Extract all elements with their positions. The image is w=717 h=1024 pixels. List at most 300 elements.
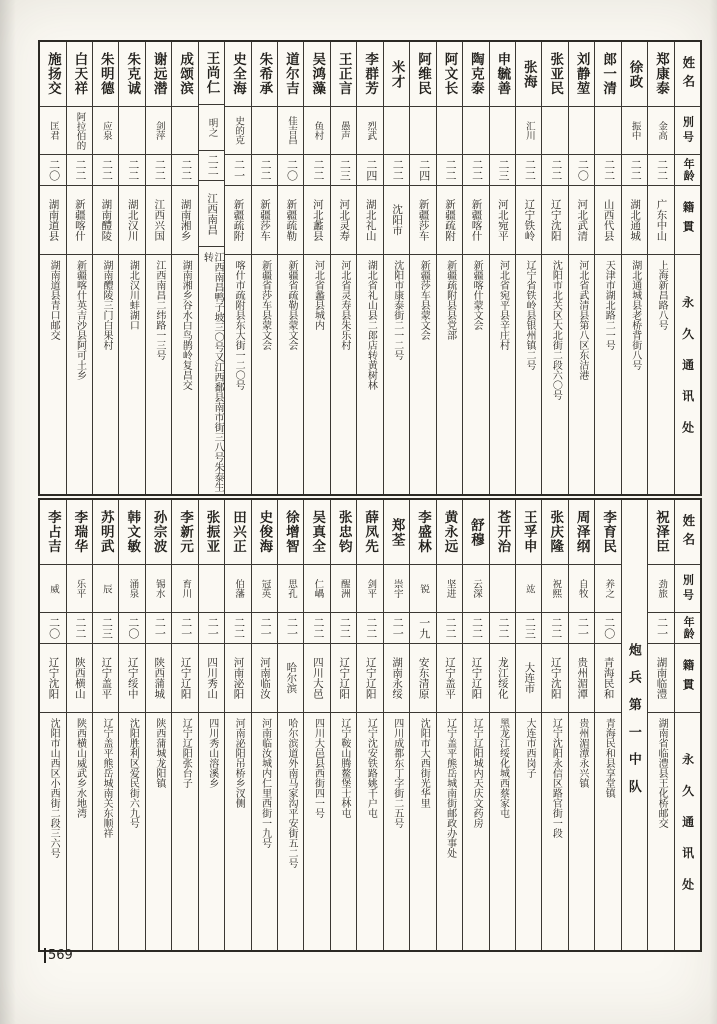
entry-age: 二四	[357, 155, 382, 186]
entry-native: 辽宁辽阳	[463, 644, 488, 713]
entry-address: 沈阳市北关区大北街二段六〇号	[550, 260, 562, 400]
entry-name: 黄永远	[437, 500, 462, 565]
entry-native: 河南泌阳	[225, 644, 250, 713]
roster-entry-column	[251, 500, 277, 950]
entry-name: 王孚申	[516, 500, 541, 565]
entry-address: 江西南昌鸭子坡三〇号又江西鄱县南市街三八号朱泰生转	[201, 252, 223, 493]
entry-age: 二二	[304, 155, 329, 186]
entry-name: 周泽纲	[569, 500, 594, 565]
entry-name: 吴鸿藻	[304, 42, 329, 107]
entry-address: 陕西横山威武乡水地湾	[74, 718, 86, 818]
entry-address: 湖北省礼山县二郎店转黄树林	[365, 260, 377, 390]
entry-alias	[410, 107, 435, 155]
entry-address: 大连市西岗子	[523, 718, 535, 778]
entry-age: 二〇	[119, 613, 144, 644]
entry-native: 湖南道县	[40, 186, 65, 255]
entry-address: 沈阳市山西区小西街二段三六号	[48, 718, 60, 858]
entry-alias	[595, 107, 620, 155]
entry-age: 二〇	[595, 613, 620, 644]
entry-age: 二一	[225, 155, 250, 186]
entry-native: 辽宁沈阳	[40, 644, 65, 713]
entry-age: 二二	[67, 155, 92, 186]
roster-entry-column	[568, 42, 594, 494]
entry-address: 湖北汉川蚌湖口	[127, 260, 139, 330]
entry-age: 二一	[278, 613, 303, 644]
header-column	[674, 42, 700, 494]
entry-age: 二二	[463, 155, 488, 186]
entry-alias	[384, 107, 409, 155]
roster-entry-column	[40, 500, 65, 950]
roster-entry-column	[356, 500, 382, 950]
entry-native: 新疆喀什	[67, 186, 92, 255]
entry-address: 湖南醴陵三门白果村	[100, 260, 112, 350]
entry-native: 辽宁沈阳	[542, 644, 567, 713]
entry-name: 阿文长	[437, 42, 462, 107]
entry-native: 江西兴国	[146, 186, 171, 255]
roster-entry-column	[251, 42, 277, 494]
entry-address: 湖南省临澧县王化桥邮交	[656, 718, 668, 828]
entry-alias	[437, 107, 462, 155]
entry-address: 陕西蒲城龙阳镇	[153, 718, 165, 788]
entry-alias	[490, 565, 515, 613]
entry-alias: 应泉	[93, 107, 118, 155]
entry-alias: 育川	[172, 565, 197, 613]
roster-entry-column	[462, 42, 488, 494]
entry-age: 二一	[146, 613, 171, 644]
entry-native: 辽宁盖平	[437, 644, 462, 713]
roster-entry-column	[541, 42, 567, 494]
entry-native: 四川大邑	[304, 644, 329, 713]
entry-name: 史全海	[225, 42, 250, 107]
entry-age: 二〇	[278, 155, 303, 186]
entry-native: 新疆疏勒	[278, 186, 303, 255]
entry-age: 二二	[384, 155, 409, 186]
entry-native: 安东清原	[410, 644, 435, 713]
entry-address: 河北省灵寿县朱乐村	[338, 260, 350, 350]
roster-entry-column	[330, 500, 356, 950]
entry-native: 湖北通城	[622, 186, 647, 255]
entry-name: 李新元	[172, 500, 197, 565]
entry-native: 大连市	[516, 644, 541, 713]
entry-name: 米才	[384, 42, 409, 107]
entry-address: 辽宁盖平熊岳城南关东顺祥	[100, 718, 112, 838]
entry-age: 二二	[437, 613, 462, 644]
entry-name: 成颂滨	[172, 42, 197, 107]
entry-name: 李占吉	[40, 500, 65, 565]
roster-entry-column	[198, 42, 224, 494]
roster-entry-column	[198, 500, 224, 950]
squadron-divider	[621, 500, 647, 950]
entry-native: 陕西蒲城	[146, 644, 171, 713]
roster-entry-column	[647, 500, 673, 950]
entry-age: 二二	[93, 155, 118, 186]
entry-age: 二二	[622, 155, 647, 186]
entry-alias: 竑	[516, 565, 541, 613]
entry-alias	[490, 107, 515, 155]
entry-alias: 劲旅	[648, 565, 673, 613]
entry-age: 二三	[331, 155, 356, 186]
header-address-label: 永久通讯处	[680, 296, 695, 452]
entry-alias: 威	[40, 565, 65, 613]
entry-age: 二二	[146, 155, 171, 186]
roster-entry-column	[647, 42, 673, 494]
entry-address: 新疆疏附县县党部	[444, 260, 456, 340]
entry-name: 史俊海	[252, 500, 277, 565]
entry-native: 湖北汉川	[119, 186, 144, 255]
roster-entry-column	[541, 500, 567, 950]
entry-address: 新疆省疏勒县蒙文会	[286, 260, 298, 350]
entry-native: 辽宁辽阳	[357, 644, 382, 713]
entry-name: 吴真全	[304, 500, 329, 565]
entry-address: 辽宁沈阳永信区路官街一段	[550, 718, 562, 838]
roster-entry-column	[462, 500, 488, 950]
entry-name: 李瑞华	[67, 500, 92, 565]
entry-alias	[252, 107, 277, 155]
entry-age: 二二	[119, 155, 144, 186]
roster-entry-column	[92, 42, 118, 494]
roster-entry-column	[171, 500, 197, 950]
page-number-mark	[44, 948, 46, 963]
entry-address: 河北省宛平县辛庄村	[497, 260, 509, 350]
roster-entry-column	[40, 42, 65, 494]
entry-address: 江西南昌二纬路一三号	[153, 260, 165, 360]
roster-entry-column	[118, 500, 144, 950]
entry-alias: 金高	[648, 107, 673, 155]
entry-address: 辽宁鞍山腾鳌堡士林屯	[338, 718, 350, 818]
entry-age: 二三	[93, 613, 118, 644]
entry-address: 湖南道县青口邮交	[48, 260, 60, 340]
entry-address: 四川成都东丁字街二五号	[391, 718, 403, 828]
entry-address: 沈阳胜利区爱民街六九号	[127, 718, 139, 828]
entry-name: 郑康泰	[648, 42, 673, 107]
entry-address: 河北省蠡县城内	[312, 260, 324, 330]
entry-native: 江西南昌	[199, 181, 224, 248]
entry-native: 四川秀山	[199, 644, 224, 713]
entry-alias	[119, 107, 144, 155]
header-column	[674, 500, 700, 950]
entry-address: 辽宁辽阳张台子	[180, 718, 192, 788]
roster-entry-column	[356, 42, 382, 494]
entry-age: 二二	[252, 155, 277, 186]
entry-native: 龙江绥化	[490, 644, 515, 713]
entry-name: 张海	[516, 42, 541, 107]
entry-age: 二二	[199, 151, 224, 181]
entry-name: 朱克诚	[119, 42, 144, 107]
entry-native: 湖北礼山	[357, 186, 382, 255]
entry-address: 河南泌阳吊桥乡汊侧	[233, 718, 245, 808]
entry-native: 青海民和	[595, 644, 620, 713]
entry-age: 二三	[516, 613, 541, 644]
entry-native: 新疆喀什	[463, 186, 488, 255]
entry-age: 一九	[410, 613, 435, 644]
entry-name: 白天祥	[67, 42, 92, 107]
entry-age: 二四	[410, 155, 435, 186]
header-native-label: 籍貫	[675, 186, 700, 255]
entry-alias: 醒洲	[331, 565, 356, 613]
entry-name: 徐政	[622, 42, 647, 107]
entry-age: 二二	[542, 613, 567, 644]
entry-alias: 仁嵎	[304, 565, 329, 613]
entry-name: 王正言	[331, 42, 356, 107]
entry-address: 青海民和县享堂镇	[603, 718, 615, 798]
entry-native: 广东中山	[648, 186, 673, 255]
roster-entry-column	[436, 500, 462, 950]
roster-entry-column	[224, 500, 250, 950]
roster-table-lower	[38, 498, 702, 952]
entry-address: 新疆喀什英吉沙县阿可土乡	[74, 260, 86, 380]
entry-age: 二二	[304, 613, 329, 644]
entry-native: 辽宁沈阳	[542, 186, 567, 255]
entry-name: 苏明武	[93, 500, 118, 565]
entry-age: 二一	[172, 613, 197, 644]
entry-name: 张亚民	[542, 42, 567, 107]
entry-native: 新疆疏附	[225, 186, 250, 255]
entry-native: 哈尔滨	[278, 644, 303, 713]
entry-alias	[199, 565, 224, 613]
entry-alias	[172, 107, 197, 155]
entry-address: 天津市湖北路二一号	[603, 260, 615, 350]
entry-address: 辽宁省铁岭县银州镇二号	[523, 260, 535, 370]
entry-alias: 烈武	[357, 107, 382, 155]
entry-age: 二三	[490, 155, 515, 186]
header-native-label: 籍貫	[675, 644, 700, 713]
entry-alias: 明之	[199, 105, 224, 151]
entry-alias: 振中	[622, 107, 647, 155]
entry-age: 二二	[490, 613, 515, 644]
entry-name: 张庆隆	[542, 500, 567, 565]
entry-name: 李盛林	[410, 500, 435, 565]
entry-native: 陕西横山	[67, 644, 92, 713]
entry-address: 湖南湘乡谷水白鸟鹊岭复昌交	[180, 260, 192, 390]
entry-alias: 汇川	[516, 107, 541, 155]
entry-age: 二二	[648, 155, 673, 186]
entry-address: 新疆莎车县蒙文会	[418, 260, 430, 340]
entry-age: 二〇	[40, 155, 65, 186]
entry-alias: 锐	[410, 565, 435, 613]
entry-name: 谢远潜	[146, 42, 171, 107]
entry-alias: 涌泉	[119, 565, 144, 613]
roster-entry-column	[66, 42, 92, 494]
roster-entry-column	[594, 500, 620, 950]
entry-alias: 匡君	[40, 107, 65, 155]
entry-native: 山西代县	[595, 186, 620, 255]
entry-age: 二二	[516, 155, 541, 186]
entry-alias: 乐平	[67, 565, 92, 613]
entry-native: 新疆莎车	[410, 186, 435, 255]
roster-entry-column	[568, 500, 594, 950]
header-age-label: 年龄	[675, 155, 700, 186]
roster-entry-column	[118, 42, 144, 494]
header-address-label: 永久通讯处	[680, 753, 695, 909]
entry-alias: 史的克	[225, 107, 250, 155]
entry-address: 沈阳市康泰街二一二号	[391, 260, 403, 360]
roster-entry-column	[92, 500, 118, 950]
entry-name: 薛凤先	[357, 500, 382, 565]
entry-age: 二一	[199, 613, 224, 644]
entry-address: 喀什市疏附县东大街一二〇号	[233, 260, 245, 390]
entry-age: 二一	[648, 613, 673, 644]
entry-name: 李育民	[595, 500, 620, 565]
entry-age: 二一	[252, 613, 277, 644]
entry-alias	[463, 107, 488, 155]
entry-name: 郎一清	[595, 42, 620, 107]
roster-entry-column	[383, 42, 409, 494]
entry-address: 辽宁辽阳城内天庆文药房	[471, 718, 483, 828]
entry-name: 郑荃	[384, 500, 409, 565]
entry-alias: 锡水	[146, 565, 171, 613]
entry-name: 刘静堃	[569, 42, 594, 107]
entry-alias	[569, 107, 594, 155]
entry-alias: 云深	[463, 565, 488, 613]
entry-address: 黑龙江绥化城西蔡家屯	[497, 718, 509, 818]
entry-native: 辽宁铁岭	[516, 186, 541, 255]
entry-address: 四川大邑县西街四一号	[312, 718, 324, 818]
entry-age: 二一	[384, 613, 409, 644]
page-number	[44, 948, 73, 963]
roster-entry-column	[330, 42, 356, 494]
entry-native: 河北武清	[569, 186, 594, 255]
entry-age: 二二	[437, 155, 462, 186]
entry-name: 舒穆	[463, 500, 488, 565]
entry-native: 沈阳市	[384, 186, 409, 255]
entry-address: 新疆喀什蒙文会	[471, 260, 483, 330]
entry-age: 二二	[357, 613, 382, 644]
entry-name: 申毓善	[490, 42, 515, 107]
entry-name: 朱明德	[93, 42, 118, 107]
entry-native: 河北灵寿	[331, 186, 356, 255]
roster-entry-column	[171, 42, 197, 494]
entry-name: 田兴正	[225, 500, 250, 565]
roster-entry-column	[515, 42, 541, 494]
roster-entry-column	[409, 500, 435, 950]
roster-entry-column	[277, 500, 303, 950]
entry-alias: 愚声	[331, 107, 356, 155]
entry-native: 河北蠡县	[304, 186, 329, 255]
entry-alias: 坚进	[437, 565, 462, 613]
entry-address: 哈尔滨道外南马家沟平安街五二号	[286, 718, 298, 868]
entry-age: 二二	[542, 155, 567, 186]
entry-name: 王尚仁	[199, 42, 224, 105]
entry-name: 张振亚	[199, 500, 224, 565]
roster-entry-column	[515, 500, 541, 950]
entry-address: 沈阳市大西街光华里	[418, 718, 430, 808]
entry-alias: 阿拉伯的	[67, 107, 92, 155]
entry-age: 二二	[225, 613, 250, 644]
entry-native: 辽宁辽阳	[172, 644, 197, 713]
entry-native: 新疆疏附	[437, 186, 462, 255]
entry-address: 河南临汝城内仁里西街一九号	[259, 718, 271, 848]
entry-age: 二二	[331, 613, 356, 644]
entry-address: 辽宁盖平熊岳城南街邮政办事处	[444, 718, 456, 858]
entry-age: 二二	[172, 155, 197, 186]
entry-native: 河北宛平	[490, 186, 515, 255]
entry-native: 河南临汝	[252, 644, 277, 713]
entry-alias: 自牧	[569, 565, 594, 613]
entry-name: 徐增智	[278, 500, 303, 565]
entry-address: 湖北通城县老桥背街八号	[629, 260, 641, 370]
header-alias-label: 別号	[675, 565, 700, 613]
roster-entry-column	[489, 500, 515, 950]
roster-entry-column	[621, 42, 647, 494]
roster-entry-column	[277, 42, 303, 494]
entry-name: 李群芳	[357, 42, 382, 107]
header-name-label: 姓名	[675, 42, 700, 107]
entry-name: 道尔吉	[278, 42, 303, 107]
entry-alias: 佳吉昌	[278, 107, 303, 155]
entry-name: 朱希承	[252, 42, 277, 107]
entry-alias: 冠英	[252, 565, 277, 613]
header-age-label: 年龄	[675, 613, 700, 644]
entry-alias: 崇宇	[384, 565, 409, 613]
entry-alias: 伯藩	[225, 565, 250, 613]
roster-entry-column	[489, 42, 515, 494]
roster-entry-column	[594, 42, 620, 494]
roster-entry-column	[303, 42, 329, 494]
roster-table-upper	[38, 40, 702, 496]
entry-age: 二〇	[569, 155, 594, 186]
entry-alias: 思孔	[278, 565, 303, 613]
entry-address: 新疆省莎车县蒙文会	[259, 260, 271, 350]
entry-address: 上海新昌路八号	[656, 260, 668, 330]
entry-age: 二〇	[40, 613, 65, 644]
entry-alias: 剑萍	[146, 107, 171, 155]
roster-entry-column	[224, 42, 250, 494]
entry-address: 河北省武清县第八区东洁港	[576, 260, 588, 380]
roster-entry-column	[145, 42, 171, 494]
entry-age: 二一	[569, 613, 594, 644]
roster-entry-column	[436, 42, 462, 494]
roster-entry-column	[66, 500, 92, 950]
entry-native: 湖南醴陵	[93, 186, 118, 255]
header-name-label: 姓名	[675, 500, 700, 565]
entry-alias: 剑平	[357, 565, 382, 613]
entry-name: 韩文敏	[119, 500, 144, 565]
entry-address: 四川秀山溶溪乡	[206, 718, 218, 788]
roster-entry-column	[409, 42, 435, 494]
entry-name: 阿维民	[410, 42, 435, 107]
page-number-text: 569	[48, 948, 73, 963]
entry-name: 孙宗波	[146, 500, 171, 565]
entry-address: 辽宁沈安铁路姚千户屯	[365, 718, 377, 818]
entry-alias	[542, 107, 567, 155]
entry-native: 贵州湄潭	[569, 644, 594, 713]
entry-native: 辽宁盖平	[93, 644, 118, 713]
entry-name: 苍开治	[490, 500, 515, 565]
entry-name: 张忠钧	[331, 500, 356, 565]
roster-entry-column	[383, 500, 409, 950]
entry-name: 施扬交	[40, 42, 65, 107]
roster-entry-column	[145, 500, 171, 950]
entry-alias: 祝熙	[542, 565, 567, 613]
entry-age: 二二	[595, 155, 620, 186]
entry-alias: 辰	[93, 565, 118, 613]
entry-native: 湖南临澧	[648, 644, 673, 713]
entry-native: 辽宁辽阳	[331, 644, 356, 713]
entry-address: 贵州湄潭永兴镇	[576, 718, 588, 788]
entry-alias: 鱼村	[304, 107, 329, 155]
entry-native: 新疆莎车	[252, 186, 277, 255]
entry-native: 湖南湘乡	[172, 186, 197, 255]
header-alias-label: 別号	[675, 107, 700, 155]
entry-native: 湖南永绥	[384, 644, 409, 713]
entry-native: 辽宁绥中	[119, 644, 144, 713]
entry-age: 二二	[463, 613, 488, 644]
entry-name: 陶克泰	[463, 42, 488, 107]
roster-entry-column	[303, 500, 329, 950]
entry-alias: 养之	[595, 565, 620, 613]
entry-name: 祝泽臣	[648, 500, 673, 565]
entry-age: 二二	[67, 613, 92, 644]
